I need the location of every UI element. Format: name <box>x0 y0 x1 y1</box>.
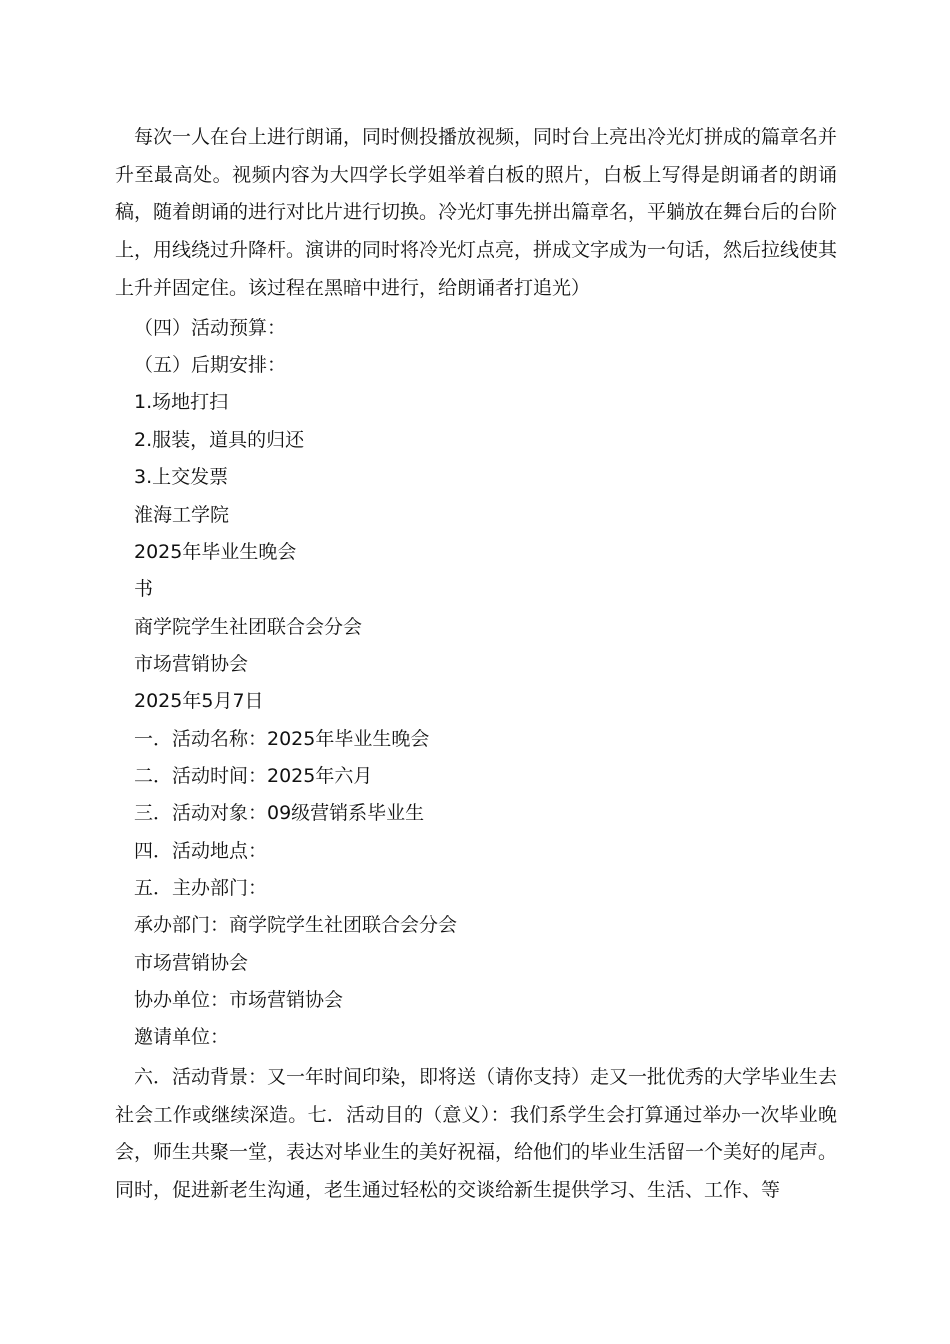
list-item: 3.上交发票 <box>134 466 229 488</box>
item-co-organizer: 协办单位：市场营销协会 <box>134 989 344 1011</box>
school-name: 淮海工学院 <box>134 504 230 526</box>
organizer-line: 商学院学生社团联合会分会 <box>134 616 363 638</box>
section-followup: （五）后期安排： <box>134 354 287 376</box>
document-type: 书 <box>134 578 154 600</box>
list-item: 2.服装，道具的归还 <box>134 429 305 451</box>
event-title: 2025年毕业生晚会 <box>134 541 297 563</box>
paragraph-recitation: 每次一人在台上进行朗诵，同时侧投播放视频，同时台上亮出冷光灯拼成的篇章名并升至最高处。视频内容为大四学长学姐举着白板的照片，白板上写得是朗诵者的朗诵稿，随着朗诵的进行对比片进行切换。冷光灯事先拼出篇章名，平躺放在舞台后的台阶上，用线绕过升降杆。演讲的同时将冷光灯点亮，拼成文字成为一句话，然后拉线使其上升并固定住。该过程在黑暗中进行，给朗诵者打追光） <box>115 126 838 299</box>
item-event-time: 二．活动时间：2025年六月 <box>134 765 373 787</box>
organizer-line: 市场营销协会 <box>134 653 249 675</box>
item-undertaker: 承办部门：商学院学生社团联合会分会 <box>134 914 458 936</box>
document-date: 2025年5月7日 <box>134 690 264 712</box>
item-invited: 邀请单位： <box>134 1026 230 1048</box>
item-undertaker-cont: 市场营销协会 <box>134 952 249 974</box>
section-budget: （四）活动预算： <box>134 317 287 339</box>
item-event-name: 一．活动名称：2025年毕业生晚会 <box>134 728 430 750</box>
item-host: 五．主办部门： <box>134 877 268 899</box>
list-item: 1.场地打扫 <box>134 391 229 413</box>
paragraph-background-purpose: 六．活动背景：又一年时间印染，即将送（请你支持）走又一批优秀的大学毕业生去社会工作或继续深造。七．活动目的（意义）：我们系学生会打算通过举办一次毕业晚会，师生共聚一堂，表达对毕业生的美好祝福，给他们的毕业生活留一个美好的尾声。同时，促进新老生沟通，老生通过轻松的交谈给新生提供学习、生活、工作、等 <box>115 1066 838 1202</box>
item-event-location: 四．活动地点： <box>134 840 268 862</box>
item-event-audience: 三．活动对象：09级营销系毕业生 <box>134 802 425 824</box>
